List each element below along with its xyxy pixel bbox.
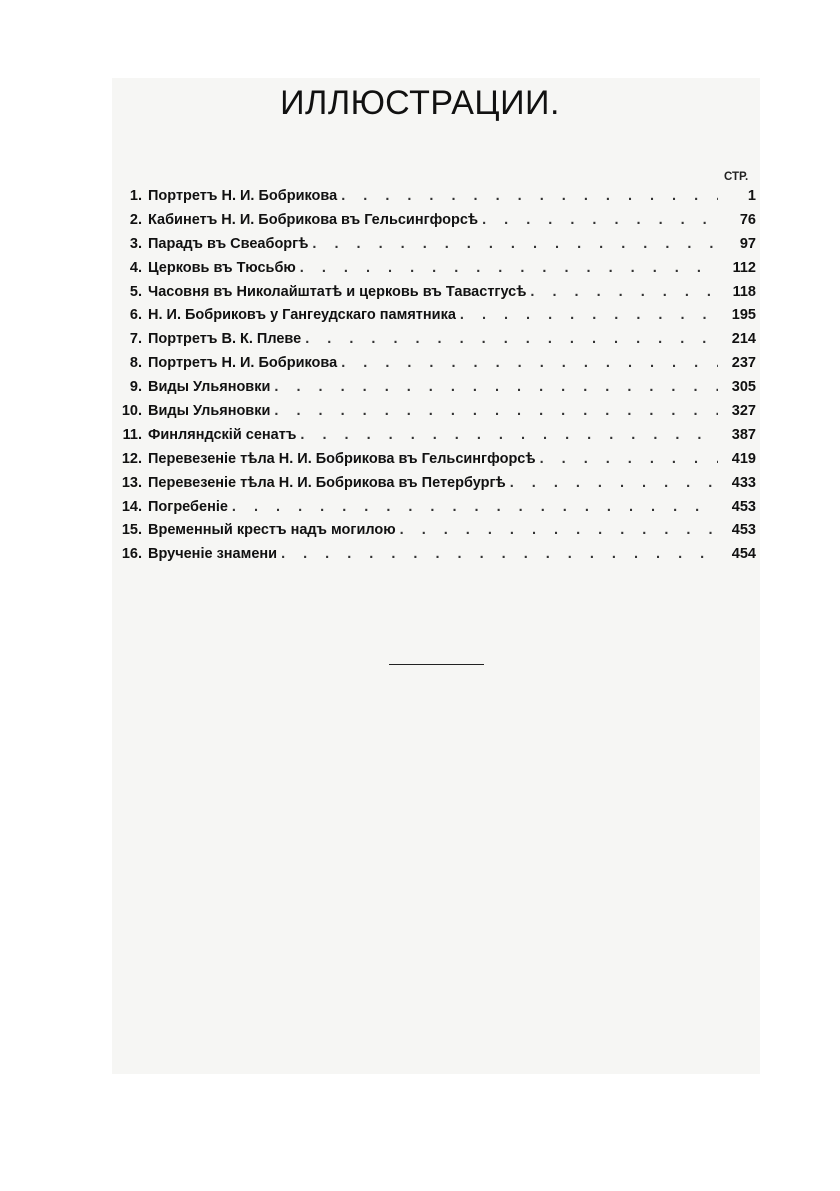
entry-number: 2. <box>129 211 142 228</box>
list-item <box>116 379 756 403</box>
entry-page-number: 387 <box>731 426 756 443</box>
list-item <box>116 307 756 331</box>
entry-label: Парадъ въ Свеаборгѣ <box>148 235 309 252</box>
dot-leader <box>300 427 718 443</box>
dot-leader <box>281 546 718 562</box>
entry-label: Н. И. Бобриковъ у Гангеудскаго памятника <box>148 307 456 324</box>
entry-label: Перевезеніе тѣла Н. И. Бобрикова въ Петербургѣ <box>148 474 506 491</box>
list-item <box>116 331 756 355</box>
entry-page-number: 419 <box>731 450 756 467</box>
entry-number: 3. <box>129 235 142 252</box>
list-item <box>116 188 756 212</box>
entry-label: Временный крестъ надъ могилою <box>148 522 396 539</box>
entry-page-number: 76 <box>739 211 756 228</box>
dot-leader <box>274 379 718 395</box>
entry-page-number: 237 <box>731 355 756 372</box>
entry-number: 14. <box>121 498 142 515</box>
entry-page-number: 1 <box>747 188 756 204</box>
illustrations-list <box>116 188 756 570</box>
entry-number: 4. <box>129 259 142 276</box>
list-item <box>116 451 756 475</box>
list-item <box>116 427 756 451</box>
dot-leader <box>341 188 718 204</box>
entry-label: Врученіе знамени <box>148 546 278 563</box>
dot-leader <box>274 403 718 419</box>
dot-leader <box>300 260 718 276</box>
dot-leader <box>482 212 718 228</box>
entry-number: 13. <box>121 474 142 491</box>
entry-page-number: 453 <box>731 522 756 539</box>
entry-label: Виды Ульяновки <box>148 379 271 396</box>
page-column-header: СТР. <box>724 171 749 183</box>
entry-page-number: 454 <box>731 546 756 563</box>
entry-label: Финляндскій сенатъ <box>148 426 297 443</box>
entry-number: 16. <box>121 546 142 563</box>
entry-label: Виды Ульяновки <box>148 403 271 420</box>
dot-leader <box>341 355 718 371</box>
entry-page-number: 214 <box>731 331 756 348</box>
page-title: ИЛЛЮСТРАЦИИ. <box>280 84 560 122</box>
list-item <box>116 522 756 546</box>
entry-page-number: 118 <box>732 283 756 300</box>
list-item <box>116 499 756 523</box>
dot-leader <box>510 475 718 491</box>
entry-number: 1. <box>129 188 142 204</box>
entry-label: Перевезеніе тѣла Н. И. Бобрикова въ Гельсингфорсѣ <box>148 450 536 467</box>
entry-page-number: 195 <box>731 307 756 324</box>
dot-leader <box>312 236 718 252</box>
dot-leader <box>400 522 718 538</box>
entry-label: Портретъ Н. И. Бобрикова <box>148 355 338 372</box>
dot-leader <box>530 284 718 300</box>
list-item <box>116 546 756 570</box>
list-item <box>116 403 756 427</box>
entry-page-number: 433 <box>731 474 756 491</box>
list-item <box>116 212 756 236</box>
entry-page-number: 112 <box>732 259 756 276</box>
entry-page-number: 97 <box>739 235 756 252</box>
list-item <box>116 284 756 308</box>
dot-leader <box>460 307 718 323</box>
entry-label: Часовня въ Николайштатѣ и церковь въ Тавастгусѣ <box>148 283 527 300</box>
entry-label: Портретъ Н. И. Бобрикова <box>148 188 338 204</box>
entry-number: 8. <box>129 355 142 372</box>
dot-leader <box>305 331 718 347</box>
entry-label: Погребеніе <box>148 498 228 515</box>
entry-number: 9. <box>129 379 142 396</box>
entry-page-number: 453 <box>731 498 756 515</box>
entry-page-number: 305 <box>731 379 756 396</box>
entry-label: Церковь въ Тюсьбю <box>148 259 296 276</box>
entry-number: 15. <box>121 522 142 539</box>
entry-label: Кабинетъ Н. И. Бобрикова въ Гельсингфорсѣ <box>148 211 479 228</box>
entry-label: Портретъ В. К. Плеве <box>148 331 302 348</box>
list-item <box>116 260 756 284</box>
entry-page-number: 327 <box>731 403 756 420</box>
entry-number: 5. <box>129 283 142 300</box>
list-item <box>116 475 756 499</box>
entry-number: 10. <box>121 403 142 420</box>
entry-number: 12. <box>121 450 142 467</box>
list-item <box>116 355 756 379</box>
entry-number: 6. <box>129 307 142 324</box>
entry-number: 7. <box>129 331 142 348</box>
entry-number: 11. <box>122 426 142 443</box>
section-divider <box>389 664 484 665</box>
dot-leader <box>540 451 718 467</box>
list-item <box>116 236 756 260</box>
dot-leader <box>232 499 718 515</box>
